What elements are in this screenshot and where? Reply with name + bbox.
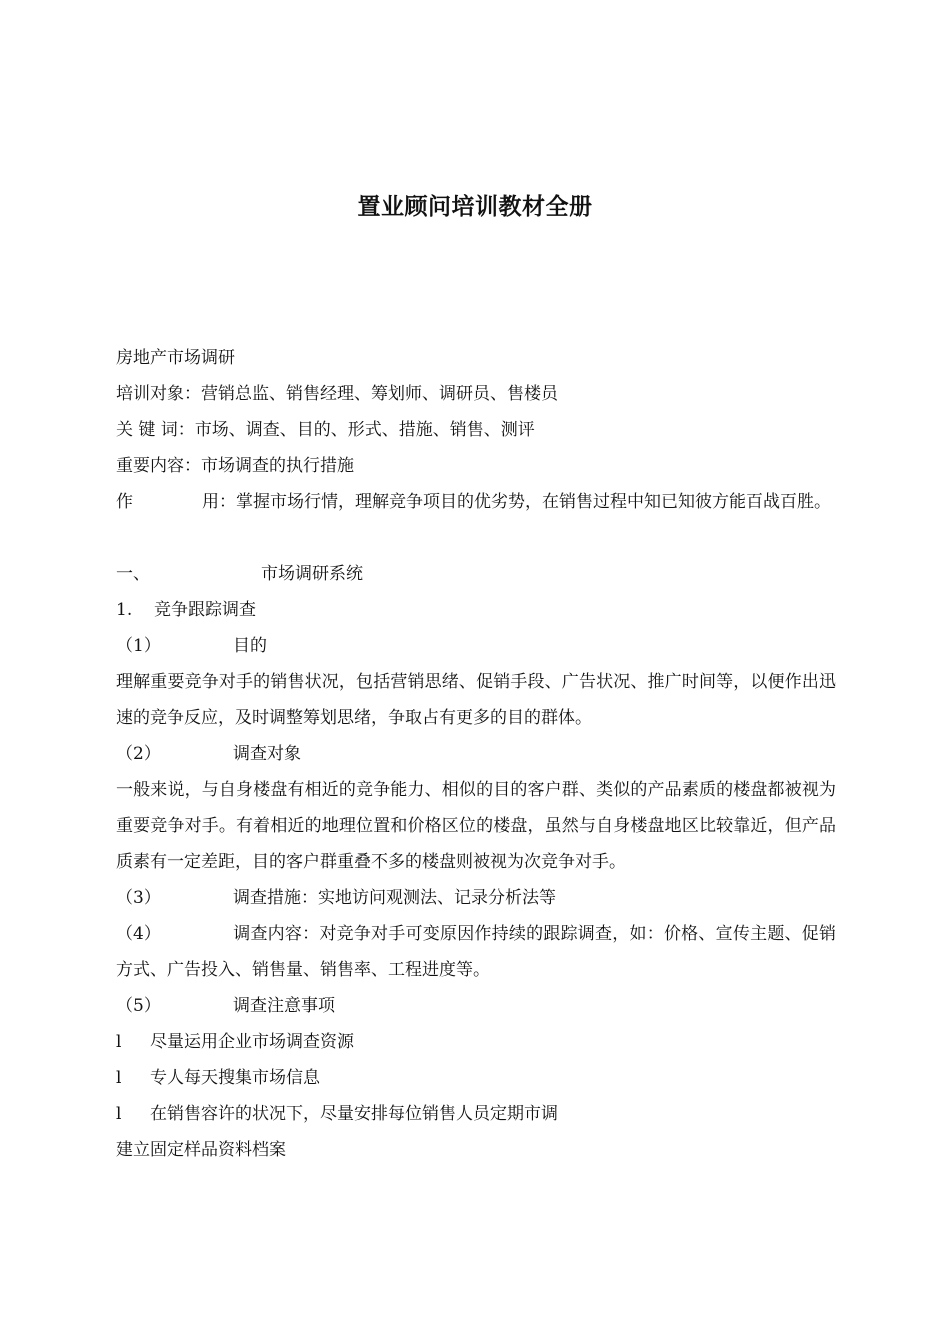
item-number: （4） — [116, 924, 161, 944]
main-content-value: 市场调查的执行措施 — [201, 456, 354, 476]
purpose-label-b: 用： — [202, 492, 236, 512]
section-title: 市场调研系统 — [261, 564, 363, 584]
item-heading — [116, 880, 836, 916]
purpose-paragraph — [116, 484, 836, 520]
bullet-item — [116, 1024, 836, 1060]
purpose-value: 掌握市场行情，理解竞争项目的优劣势，在销售过程中知已知彼方能百战百胜。 — [236, 492, 831, 512]
item-title: 调查对象 — [233, 744, 301, 764]
bullet-text: 专人每天搜集市场信息 — [150, 1068, 320, 1088]
document-body — [116, 340, 836, 1168]
bullet-text: 尽量运用企业市场调查资源 — [150, 1032, 354, 1052]
blank-line — [116, 520, 836, 556]
item-heading — [116, 628, 836, 664]
bullet-marker: l — [116, 1068, 122, 1088]
item-number: （5） — [116, 996, 161, 1016]
item-number: （3） — [116, 888, 161, 908]
purpose-label-a: 作 — [116, 492, 133, 512]
item-paragraph: 理解重要竞争对手的销售状况，包括营销思绪、促销手段、广告状况、推广时间等，以便作出迅速的竞争反应，及时调整筹划思绪，争取占有更多的目的群体。 — [116, 672, 836, 728]
item-title: 调查内容：对竞争对手可变原因作持续的跟踪调查，如：价格、宣传主题、促销方式、广告投入、销售量、销售率、工程进度等。 — [116, 924, 836, 980]
bullet-marker: l — [116, 1104, 122, 1124]
bullet-item — [116, 1060, 836, 1096]
bullet-marker: l — [116, 1032, 122, 1052]
audience-value: 营销总监、销售经理、筹划师、调研员、售楼员 — [201, 384, 558, 404]
closing-line: 建立固定样品资料档案 — [116, 1140, 286, 1160]
item-title: 调查注意事项 — [233, 996, 335, 1016]
bullet-text: 在销售容许的状况下，尽量安排每位销售人员定期市调 — [150, 1104, 558, 1124]
subsection-title: 竞争跟踪调查 — [154, 600, 256, 620]
item-number: （1） — [116, 636, 161, 656]
document-title: 置业顾问培训教材全册 — [357, 193, 593, 220]
subject-line: 房地产市场调研 — [116, 348, 235, 368]
bullet-item — [116, 1096, 836, 1132]
subsection-heading — [116, 592, 836, 628]
audience-line — [116, 376, 836, 412]
subsection-number: 1. — [116, 600, 133, 620]
section-heading — [116, 556, 836, 592]
keywords-value: 市场、调查、目的、形式、措施、销售、测评 — [194, 420, 535, 440]
item-heading — [116, 736, 836, 772]
item-heading — [116, 988, 836, 1024]
item-number: （2） — [116, 744, 161, 764]
item-title: 目的 — [233, 636, 267, 656]
keywords-line — [116, 412, 836, 448]
keywords-label: 关 键 词： — [116, 420, 195, 440]
item-heading-long — [116, 916, 836, 988]
item-paragraph: 一般来说，与自身楼盘有相近的竞争能力、相似的目的客户群、类似的产品素质的楼盘都被视为重要竞争对手。有着相近的地理位置和价格区位的楼盘，虽然与自身楼盘地区比较靠近，但产品质素有一定差距，目的客户群重叠不多的楼盘则被视为次竞争对手。 — [116, 780, 836, 872]
item-title: 调查措施：实地访问观测法、记录分析法等 — [233, 888, 556, 908]
main-content-line — [116, 448, 836, 484]
section-number: 一、 — [116, 564, 150, 584]
audience-label: 培训对象： — [116, 384, 201, 404]
main-content-label: 重要内容： — [116, 456, 201, 476]
